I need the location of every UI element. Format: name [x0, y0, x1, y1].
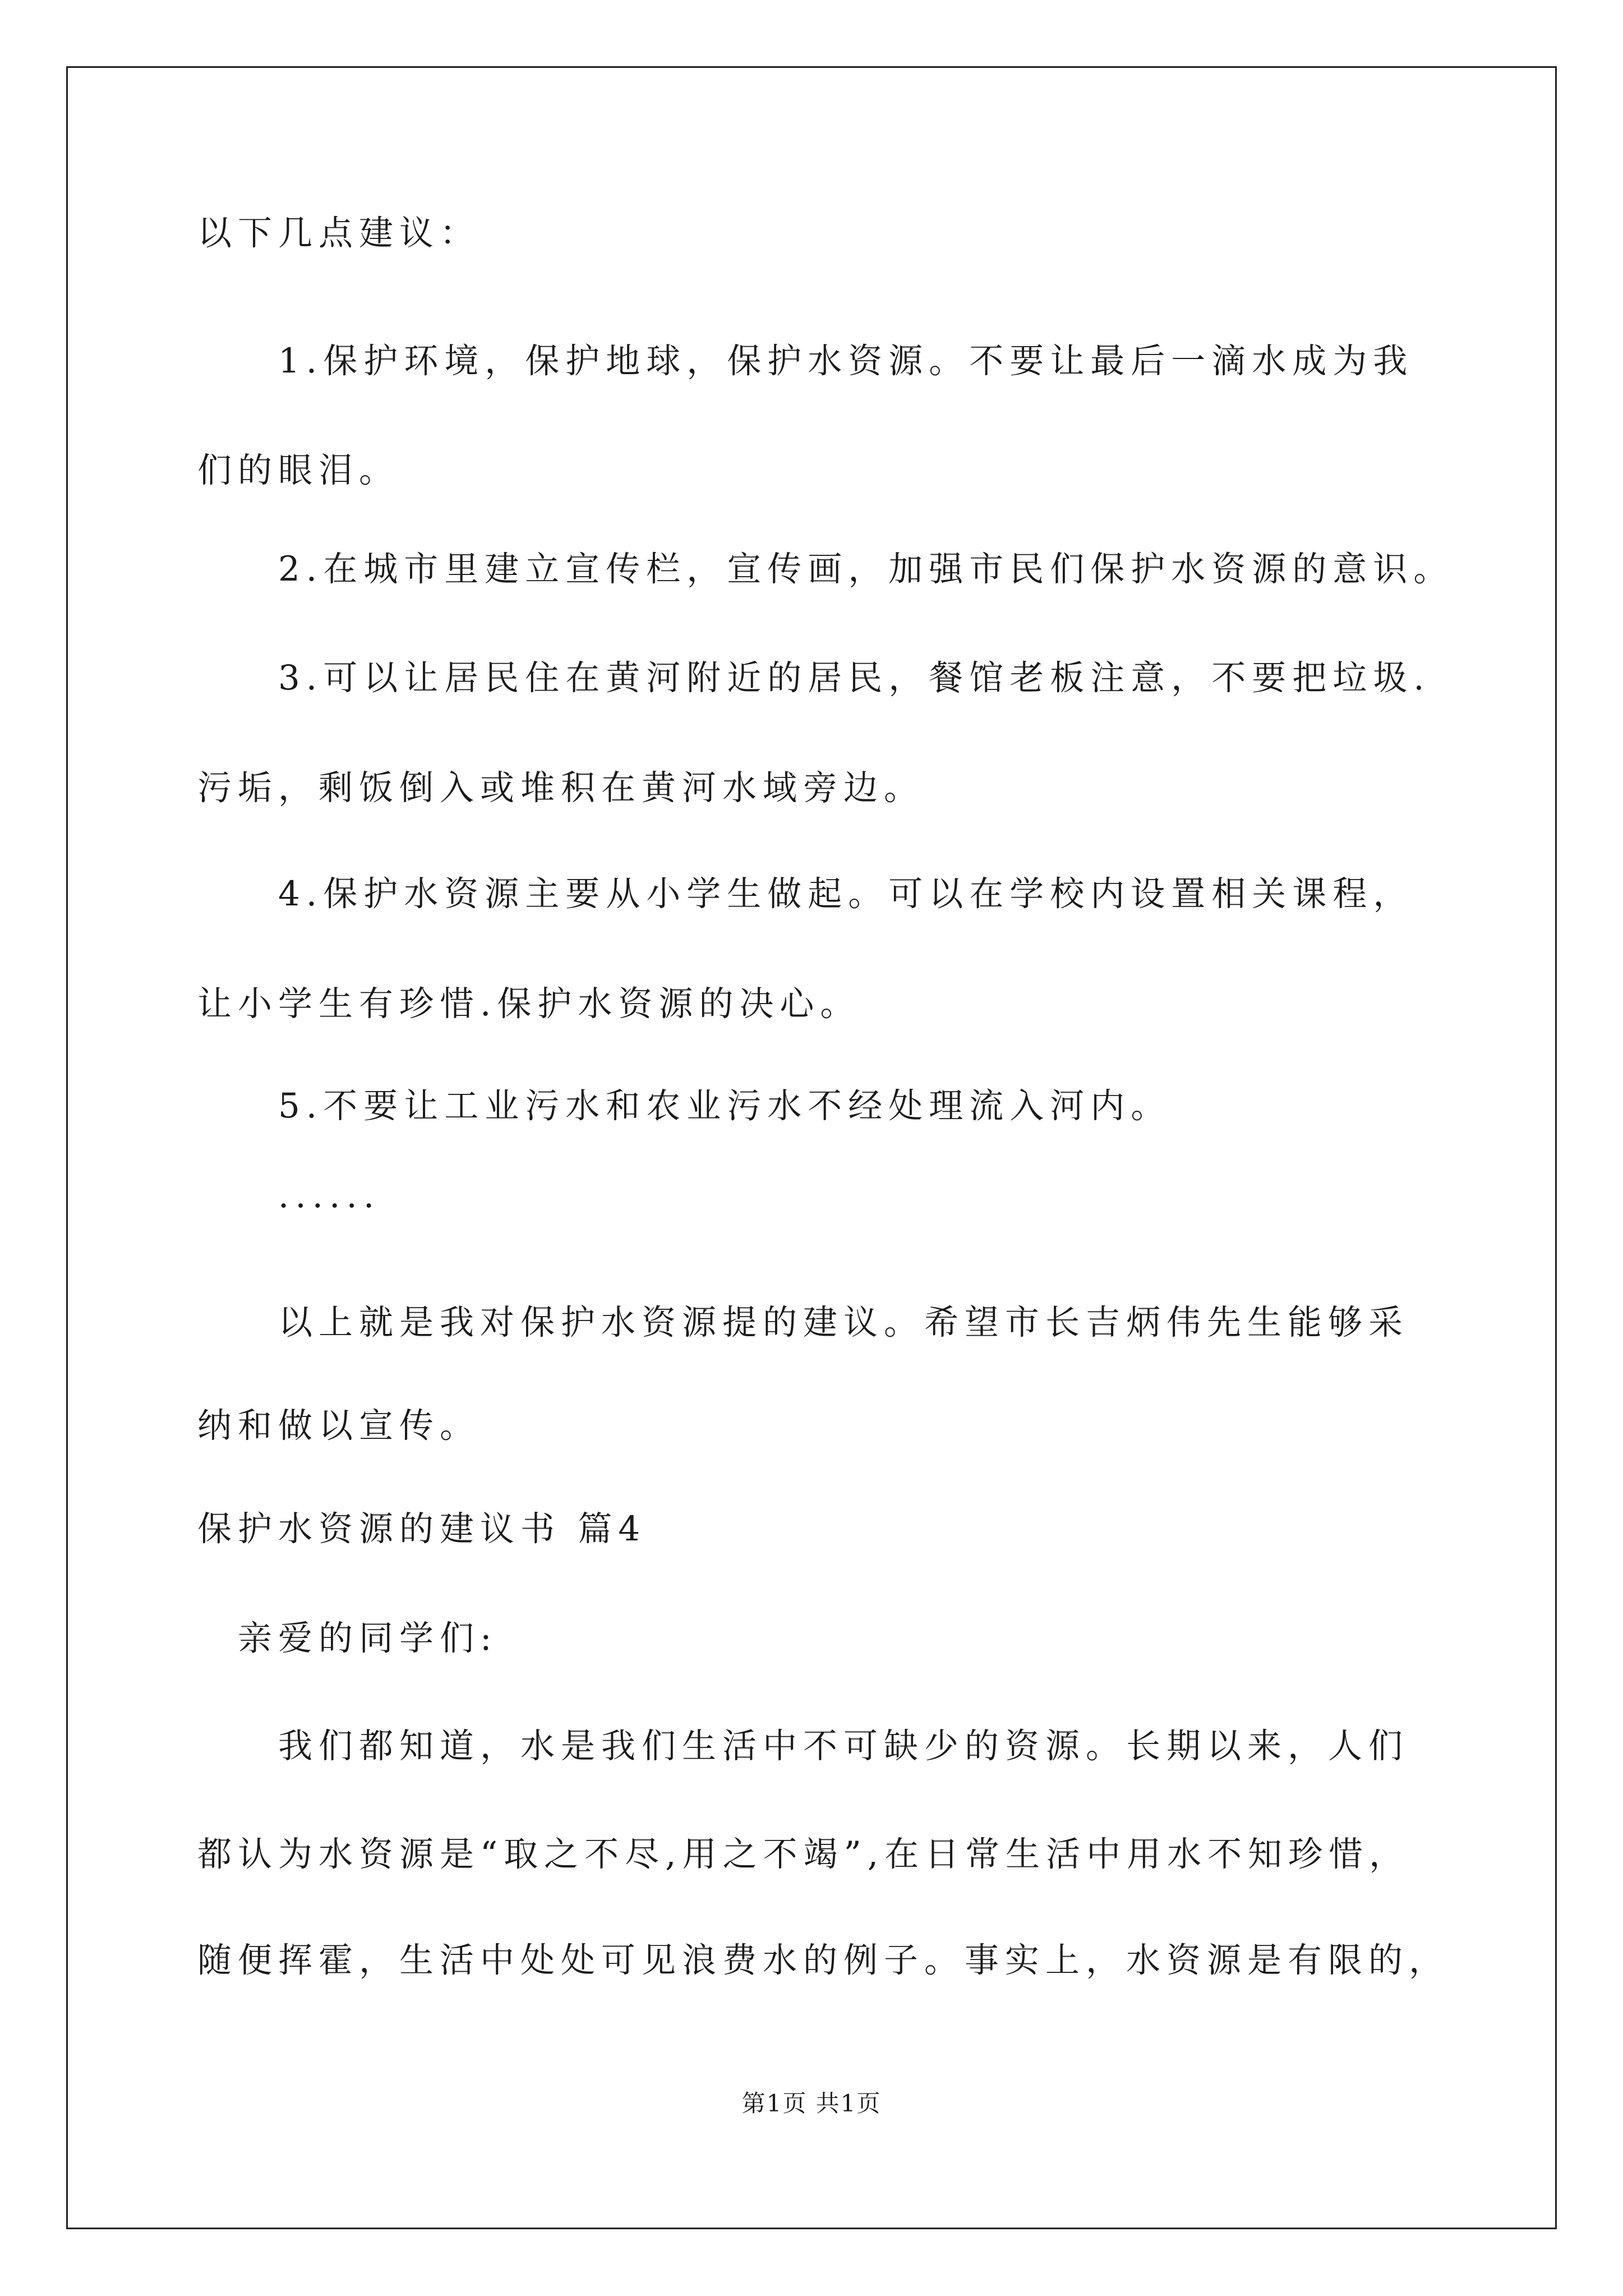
- text-line: 以下几点建议：: [197, 213, 481, 253]
- text-line: 污垢，剩饭倒入或堆积在黄河水域旁边。: [197, 768, 925, 808]
- text-line: 以上就是我对保护水资源提的建议。希望市长吉炳伟先生能够采: [278, 1303, 1409, 1342]
- text-line: 让小学生有珍惜.保护水资源的决心。: [197, 984, 861, 1024]
- text-line: 们的眼泪。: [197, 450, 400, 490]
- ellipsis-line: ······: [278, 1186, 381, 1226]
- text-line: 1.保护环境，保护地球，保护水资源。不要让最后一滴水成为我: [278, 341, 1414, 381]
- text-line: 4.保护水资源主要从小学生做起。可以在学校内设置相关课程，: [278, 874, 1414, 914]
- text-line: 3.可以让居民住在黄河附近的居民，餐馆老板注意，不要把垃圾.: [278, 658, 1431, 698]
- text-line: 随便挥霍，生活中处处可见浪费水的例子。事实上，水资源是有限的，: [197, 1940, 1450, 1980]
- text-line: 都认为水资源是“取之不尽,用之不竭”,在日常生活中用水不知珍惜，: [197, 1834, 1410, 1874]
- text-line: 5.不要让工业污水和农业污水不经处理流入河内。: [278, 1086, 1172, 1126]
- text-line: 2.在城市里建立宣传栏，宣传画，加强市民们保护水资源的意识。: [278, 549, 1454, 589]
- page-footer: 第1页 共1页: [741, 2090, 882, 2117]
- section-heading: 保护水资源的建议书 篇4: [197, 1509, 647, 1549]
- salutation: 亲爱的同学们:: [238, 1618, 498, 1658]
- text-line: 纳和做以宣传。: [197, 1406, 481, 1446]
- page-border: [66, 66, 1557, 2229]
- text-line: 我们都知道，水是我们生活中不可缺少的资源。长期以来，人们: [278, 1726, 1409, 1766]
